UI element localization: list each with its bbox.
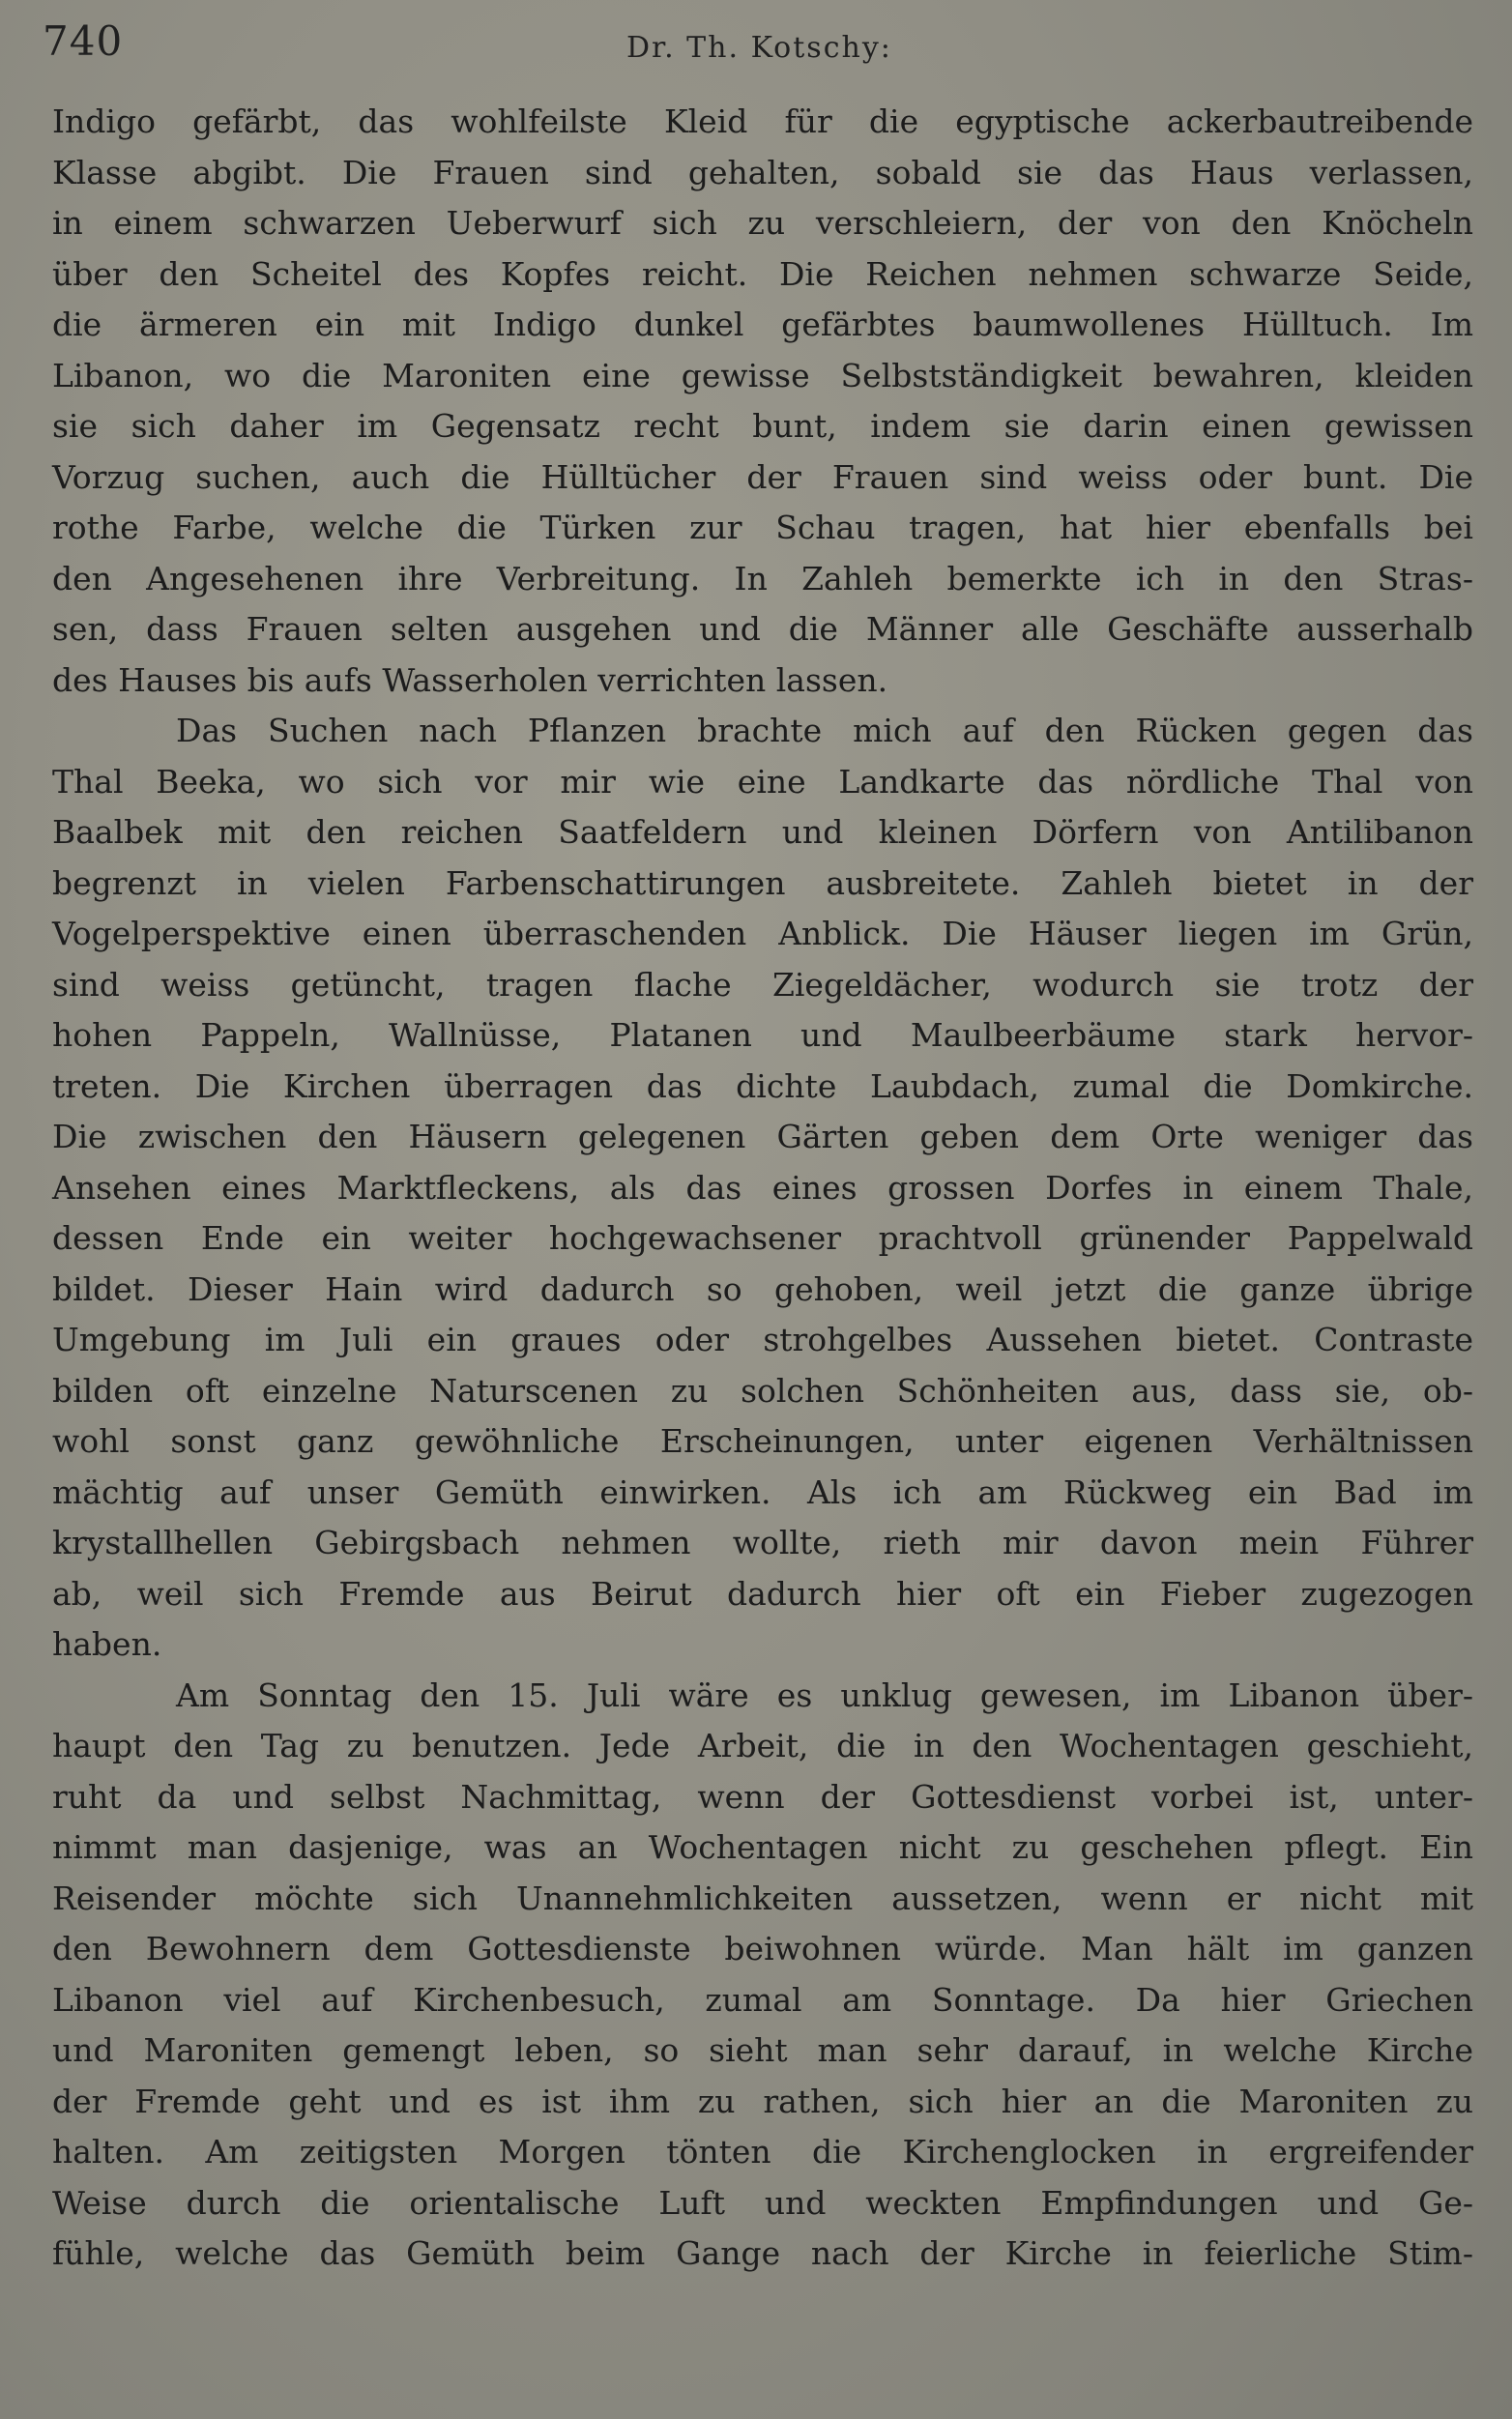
running-head: Dr. Th. Kotschy:	[626, 31, 892, 65]
text-line: der Fremde geht und es ist ihm zu rathen, sich hier an die Maroniten zu	[52, 2082, 1473, 2120]
paragraph-3	[52, 1671, 1473, 2280]
body-text	[52, 97, 1473, 2280]
text-line: Vogelperspektive einen überraschenden Anblick. Die Häuser liegen im Grün,	[52, 915, 1473, 952]
text-line: über den Scheitel des Kopfes reicht. Die Reichen nehmen schwarze Seide,	[52, 254, 1473, 293]
text-line: dessen Ende ein weiter hochgewachsener prachtvoll grünender Pappelwald	[52, 1219, 1473, 1257]
text-line: treten. Die Kirchen überragen das dichte Laubdach, zumal die Domkirche.	[52, 1066, 1473, 1105]
text-line: fühle, welche das Gemüth beim Gange nach der Kirche in feierliche Stim-	[52, 2234, 1473, 2272]
page-header	[43, 14, 1473, 81]
text-line: halten. Am zeitigsten Morgen tönten die Kirchenglocken in ergreifender	[52, 2133, 1473, 2171]
text-line: und Maroniten gemengt leben, so sieht man sehr darauf, in welche Kirche	[52, 2031, 1473, 2069]
text-line: Ansehen eines Marktfleckens, als das eines grossen Dorfes in einem Thale,	[52, 1168, 1473, 1207]
page-number: 740	[43, 17, 124, 65]
text-line: bilden oft einzelne Naturscenen zu solchen Schönheiten aus, dass sie, ob-	[52, 1371, 1473, 1410]
text-line: sie sich daher im Gegensatz recht bunt, indem sie darin einen gewissen	[52, 407, 1473, 445]
text-line: in einem schwarzen Ueberwurf sich zu verschleiern, der von den Knöcheln	[52, 204, 1473, 242]
text-line: haben.	[52, 1625, 162, 1663]
text-line: hohen Pappeln, Wallnüsse, Platanen und Maulbeerbäume stark hervor-	[52, 1016, 1473, 1054]
text-line: sen, dass Frauen selten ausgehen und die Männer alle Geschäfte ausserhalb	[52, 610, 1473, 648]
text-line: Das Suchen nach Pflanzen brachte mich auf den Rücken gegen das	[176, 712, 1473, 749]
text-line: ruht da und selbst Nachmittag, wenn der Gottesdienst vorbei ist, unter-	[52, 1777, 1473, 1816]
text-line: begrenzt in vielen Farbenschattirungen ausbreitete. Zahleh bietet in der	[52, 863, 1473, 902]
text-line: Die zwischen den Häusern gelegenen Gärten geben dem Orte weniger das	[52, 1118, 1473, 1155]
text-line: mächtig auf unser Gemüth einwirken. Als ich am Rückweg ein Bad im	[52, 1472, 1473, 1511]
text-line: Baalbek mit den reichen Saatfeldern und kleinen Dörfern von Antilibanon	[52, 813, 1473, 851]
text-line: Am Sonntag den 15. Juli wäre es unklug gewesen, im Libanon über-	[176, 1676, 1473, 1714]
text-line: Umgebung im Juli ein graues oder strohgelbes Aussehen bietet. Contraste	[52, 1321, 1473, 1358]
text-line: Libanon viel auf Kirchenbesuch, zumal am Sonntage. Da hier Griechen	[52, 1980, 1473, 2019]
text-line: Libanon, wo die Maroniten eine gewisse Selbstständigkeit bewahren, kleiden	[52, 356, 1473, 394]
text-line: nimmt man dasjenige, was an Wochentagen nicht zu geschehen pflegt. Ein	[52, 1828, 1473, 1866]
text-line: den Angesehenen ihre Verbreitung. In Zahleh bemerkte ich in den Stras-	[52, 559, 1473, 597]
paragraph-2	[52, 706, 1473, 1671]
text-line: sind weiss getüncht, tragen flache Ziegeldächer, wodurch sie trotz der	[52, 965, 1473, 1004]
paragraph-1	[52, 97, 1473, 706]
text-line: des Hauses bis aufs Wasserholen verrichten lassen.	[52, 660, 888, 699]
text-line: Vorzug suchen, auch die Hülltücher der Frauen sind weiss oder bunt. Die	[52, 457, 1473, 496]
text-line: rothe Farbe, welche die Türken zur Schau tragen, hat hier ebenfalls bei	[52, 509, 1473, 546]
text-line: Klasse abgibt. Die Frauen sind gehalten, sobald sie das Haus verlassen,	[52, 153, 1473, 191]
text-line: wohl sonst ganz gewöhnliche Erscheinungen, unter eigenen Verhältnissen	[52, 1422, 1473, 1460]
text-line: die ärmeren ein mit Indigo dunkel gefärbtes baumwollenes Hülltuch. Im	[52, 306, 1473, 343]
text-line: Weise durch die orientalische Luft und weckten Empfindungen und Ge-	[52, 2183, 1473, 2222]
text-line: krystallhellen Gebirgsbach nehmen wollte, rieth mir davon mein Führer	[52, 1524, 1473, 1561]
text-line: ab, weil sich Fremde aus Beirut dadurch hier oft ein Fieber zugezogen	[52, 1574, 1473, 1613]
text-line: Indigo gefärbt, das wohlfeilste Kleid für die egyptische ackerbautreibende	[52, 102, 1473, 140]
text-line: Reisender möchte sich Unannehmlichkeiten aussetzen, wenn er nicht mit	[52, 1879, 1473, 1917]
text-line: haupt den Tag zu benutzen. Jede Arbeit, die in den Wochentagen geschieht,	[52, 1727, 1473, 1764]
text-line: bildet. Dieser Hain wird dadurch so gehoben, weil jetzt die ganze übrige	[52, 1269, 1473, 1308]
text-line: Thal Beeka, wo sich vor mir wie eine Landkarte das nördliche Thal von	[52, 762, 1473, 801]
text-line: den Bewohnern dem Gottesdienste beiwohnen würde. Man hält im ganzen	[52, 1930, 1473, 1967]
